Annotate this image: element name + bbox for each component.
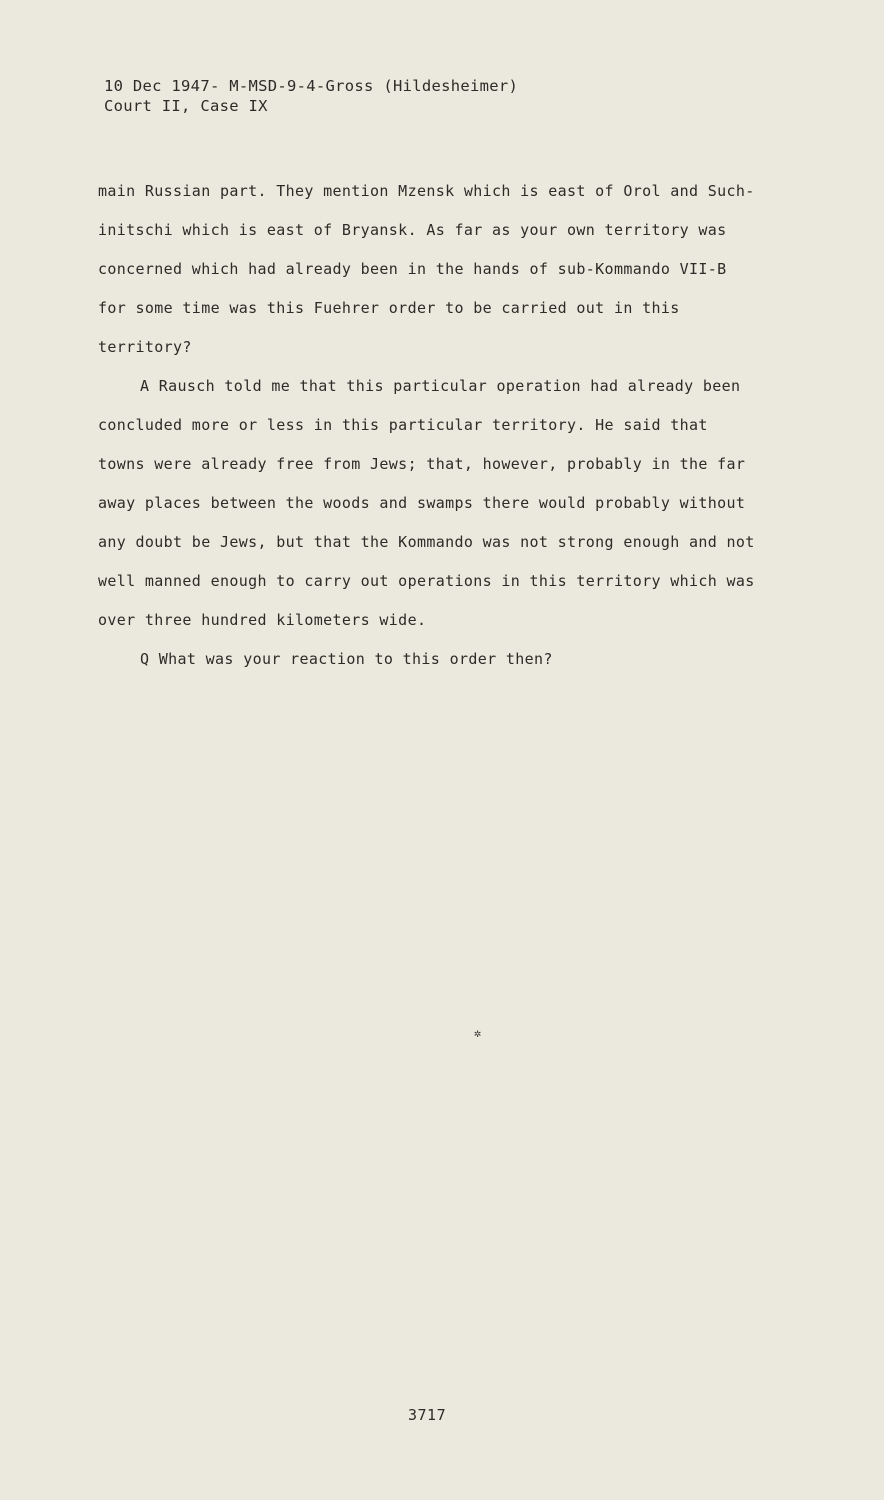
text-line: away places between the woods and swamps there would probably without bbox=[98, 494, 746, 512]
header-court-line: Court II, Case IX bbox=[104, 97, 268, 115]
page-number: 3717 bbox=[408, 1406, 447, 1424]
text-line: territory? bbox=[98, 338, 192, 356]
paragraph-continuation bbox=[98, 172, 798, 367]
text-line: well manned enough to carry out operations in this territory which was bbox=[98, 572, 755, 590]
text-line: concerned which had already been in the hands of sub-Kommando VII-B bbox=[98, 260, 727, 278]
stray-ink-mark: ✲ bbox=[474, 1026, 482, 1040]
paragraph-answer bbox=[98, 367, 798, 640]
paragraph-question bbox=[98, 640, 798, 679]
text-line: for some time was this Fuehrer order to be carried out in this bbox=[98, 299, 680, 317]
text-line: concluded more or less in this particular territory. He said that bbox=[98, 416, 708, 434]
header-date-line: 10 Dec 1947- M-MSD-9-4-Gross (Hildesheimer) bbox=[104, 77, 519, 95]
text-line: Q What was your reaction to this order then? bbox=[140, 650, 553, 668]
document-header bbox=[104, 76, 518, 116]
transcript-body bbox=[98, 172, 798, 679]
text-line: towns were already free from Jews; that, however, probably in the far bbox=[98, 455, 746, 473]
text-line: over three hundred kilometers wide. bbox=[98, 611, 427, 629]
text-line: A Rausch told me that this particular operation had already been bbox=[140, 377, 741, 395]
text-line: any doubt be Jews, but that the Kommando was not strong enough and not bbox=[98, 533, 755, 551]
text-line: initschi which is east of Bryansk. As far as your own territory was bbox=[98, 221, 727, 239]
text-line: main Russian part. They mention Mzensk which is east of Orol and Such- bbox=[98, 182, 755, 200]
